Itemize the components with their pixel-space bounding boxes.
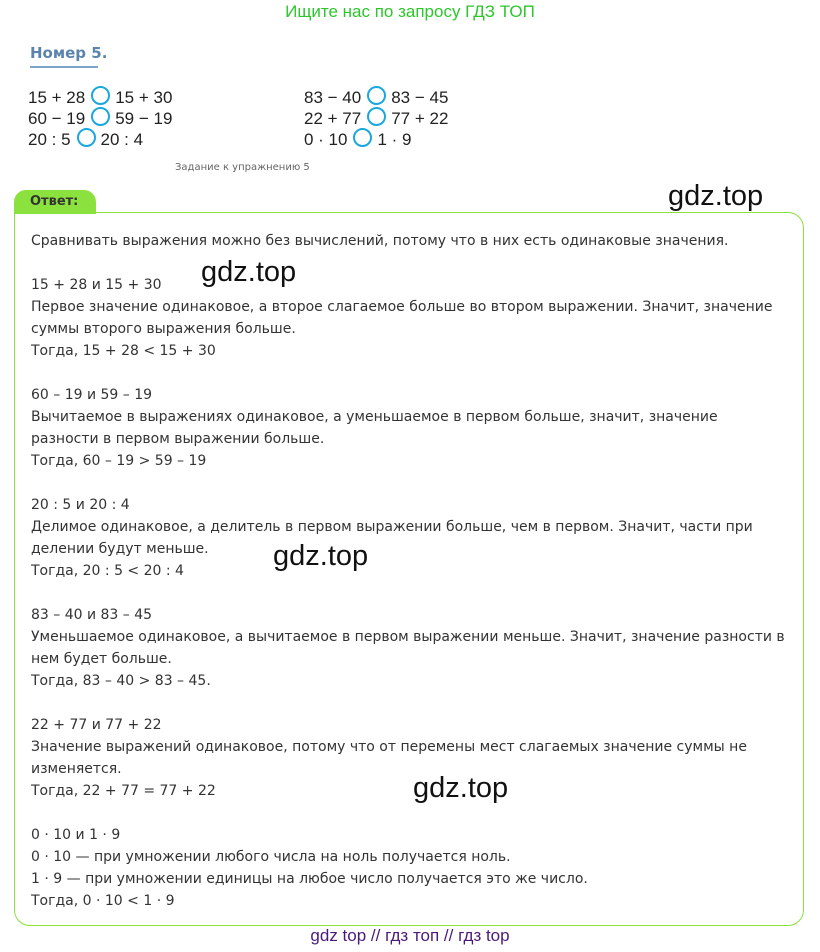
comparison-circle-icon: [367, 107, 386, 126]
comparison-circle-icon: [91, 86, 110, 105]
answer-line: 22 + 77 и 77 + 22: [31, 717, 162, 733]
task-expr: 77 + 22: [391, 109, 449, 128]
answer-line: 15 + 28 и 15 + 30: [31, 277, 162, 293]
task-expr: 15 + 30: [115, 88, 173, 107]
answer-line: разности в первом выражении больше.: [31, 431, 325, 447]
answer-block: [31, 714, 791, 802]
answer-line: Тогда, 0 · 10 < 1 · 9: [31, 893, 175, 909]
task-row-right-2: [304, 107, 448, 129]
task-row-left-2: [28, 107, 172, 129]
answer-block: [31, 274, 791, 362]
answer-block: [31, 824, 791, 912]
task-row-left-1: [28, 86, 172, 108]
answer-line: 20 : 5 и 20 : 4: [31, 497, 130, 513]
answer-label: Ответ:: [30, 194, 79, 209]
task-expr: 60 − 19: [28, 109, 86, 128]
task-row-left-3: [28, 128, 143, 150]
task-expr: 83 − 45: [391, 88, 449, 107]
task-expr: 59 − 19: [115, 109, 173, 128]
comparison-circle-icon: [91, 107, 110, 126]
answer-line: изменяется.: [31, 761, 122, 777]
answer-line: 0 · 10 и 1 · 9: [31, 827, 121, 843]
answer-line: нем будет больше.: [31, 651, 172, 667]
task-expr: 1 · 9: [377, 130, 412, 149]
watermark: gdz.top: [201, 256, 297, 288]
task-expr: 83 − 40: [304, 88, 362, 107]
watermark: gdz.top: [273, 540, 369, 572]
answer-line: Тогда, 22 + 77 = 77 + 22: [31, 783, 216, 799]
answer-line: Тогда, 60 – 19 > 59 – 19: [31, 453, 207, 469]
number-title: Номер 5.: [30, 44, 108, 62]
answer-line: Вычитаемое в выражениях одинаковое, а уменьшаемое в первом больше, значит, значение: [31, 409, 718, 425]
task-expr: 22 + 77: [304, 109, 362, 128]
watermark: gdz.top: [668, 180, 764, 212]
comparison-circle-icon: [353, 128, 372, 147]
task-expr: 0 · 10: [304, 130, 348, 149]
answer-line: делении будут меньше.: [31, 541, 209, 557]
answer-line: Значение выражений одинаковое, потому что от перемены мест слагаемых значение суммы не: [31, 739, 747, 755]
footer-links: gdz top // гдз топ // гдз top: [310, 926, 510, 945]
task-expr: 15 + 28: [28, 88, 86, 107]
comparison-circle-icon: [77, 128, 96, 147]
answer-line: Тогда, 20 : 5 < 20 : 4: [31, 563, 184, 579]
answer-text: [31, 230, 791, 912]
answer-tab: [14, 190, 96, 214]
top-banner: Ищите нас по запросу ГДЗ ТОП: [285, 2, 535, 21]
answer-intro: Сравнивать выражения можно без вычислений, потому что в них есть одинаковые значения.: [31, 233, 729, 249]
task-expr: 20 : 5: [28, 130, 71, 149]
answer-line: суммы второго выражения больше.: [31, 321, 296, 337]
answer-block: [31, 604, 791, 692]
answer-line: Тогда, 83 – 40 > 83 – 45.: [31, 673, 211, 689]
answer-line: 60 – 19 и 59 – 19: [31, 387, 153, 403]
task-row-right-3: [304, 128, 412, 150]
answer-line: Тогда, 15 + 28 < 15 + 30: [31, 343, 216, 359]
answer-line: 0 · 10 — при умножении любого числа на ноль получается ноль.: [31, 849, 511, 865]
answer-line: Делимое одинаковое, а делитель в первом выражении больше, чем в первом. Значит, части при: [31, 519, 753, 535]
task-caption: Задание к упражнению 5: [175, 162, 310, 173]
answer-line: Первое значение одинаковое, а второе слагаемое больше во втором выражении. Значит, значение: [31, 299, 773, 315]
answer-block: [31, 384, 791, 472]
number-title-underline: [30, 66, 98, 68]
answer-block: [31, 494, 791, 582]
answer-line: Уменьшаемое одинаковое, а вычитаемое в первом выражении меньше. Значит, значение разности в: [31, 629, 785, 645]
answer-line: 83 – 40 и 83 – 45: [31, 607, 153, 623]
watermark: gdz.top: [413, 772, 509, 804]
comparison-circle-icon: [367, 86, 386, 105]
task-expr: 20 : 4: [100, 130, 144, 149]
answer-line: 1 · 9 — при умножении единицы на любое число получается это же число.: [31, 871, 588, 887]
task-row-right-1: [304, 86, 448, 108]
